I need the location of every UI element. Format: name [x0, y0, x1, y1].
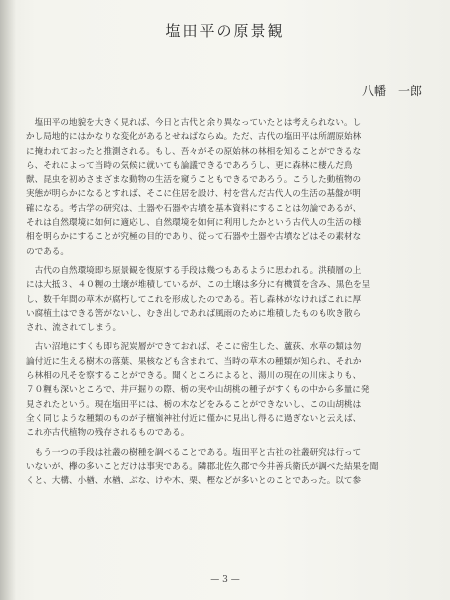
paragraph — [26, 116, 426, 259]
text-line: 確になる。考古学の研究は、土器や石器や古墳を基本資料にすることは勿論であるが、 — [26, 203, 362, 214]
text-line: 古い沼地にすくも即ち泥炭層ができておれば、そこに密生した、蘆荻、水草の類は勿 — [26, 342, 362, 353]
page-number: — 3 — — [210, 575, 240, 585]
text-line: 相を明らかにすることが究極の目的であり、従って石器や土器や古墳などはその素材な — [26, 232, 362, 243]
paragraph — [26, 264, 426, 335]
text-line: これ亦古代植物の残存されるものである。 — [26, 428, 190, 439]
text-line: 古代の自然環境即ち原景観を復原する手段は幾つもあるように思われる。洪積層の上 — [26, 265, 362, 276]
text-line: いないが、欅の多いことだけは事実である。隣郡北佐久郡で今井善兵衛氏が調べた結果を聞 — [26, 461, 379, 472]
text-line: 実態が明らかになるとすれば、そこに住居を設け、村を営んだ古代人の生活の基盤が明 — [26, 189, 361, 200]
page-gutter-shadow — [0, 0, 16, 600]
text-line: い腐植土はできる筈がないし、むき出しであれば風雨のために堆積したものも吹き散ら — [26, 308, 362, 319]
text-line: 全く同じような種類のものが子檀嶺神社付近に僅かに見出し得るに過ぎないと云えば、 — [26, 413, 362, 424]
text-line: され、流されてしまう。 — [26, 323, 122, 334]
text-line: くと、大構、小楢、水楢、ぶな、けや木、栗、樫などが多いとのことであった。以て参 — [26, 476, 362, 487]
text-line: 獣、昆虫を初めさまざまな動物の生活を窺うこともできるであろう。こうした動植物の — [26, 175, 362, 186]
text-line: し、数千年間の草木が腐朽してこれを形成したのである。若し森林がなければこれに厚 — [26, 294, 362, 305]
text-line: 塩田平の地貌を大きく見れば、今日と古代と余り異なっていたとは考えられない。し — [26, 118, 362, 128]
text-line: それは自然環境に如何に適応し、自然環境を如何に利用したかという古代人の生活の様 — [26, 218, 362, 229]
text-line: ７０糎も深いところで、井戸掘りの際、栃の実や山胡桃の種子がすくもの中から多量に発 — [26, 385, 370, 396]
text-line: もう一つの手段は社叢の樹種を調べることである。塩田平と古社の社叢研究は行って — [26, 447, 362, 458]
paragraph — [26, 340, 426, 440]
text-line: かし局地的にはかなりな変化があるとせねばならぬ。ただ、古代の塩田平は所謂原始林 — [26, 132, 362, 143]
text-line: 論付近に生える樹木の落葉、果核なども含まれて、当時の草木の種類が知られ、それか — [26, 356, 362, 367]
article-body — [26, 116, 426, 488]
text-line: のである。 — [26, 246, 69, 257]
text-line: 見されたという。現在塩田平には、栃の木などをみることができないし、この山胡桃は — [26, 399, 362, 410]
text-line: ら林相の凡そを察することができる。聞くところによると、湯川の現在の川床よりも、 — [26, 371, 362, 382]
article-title: 塩田平の原景観 — [165, 22, 285, 40]
author-name: 八幡 一郎 — [362, 84, 423, 98]
paragraph — [26, 446, 426, 489]
text-line: に掩われておったと推測される。もし、吾々がその原始林の林相を知ることができるな — [26, 146, 362, 157]
text-line: には大抵３、４０糎の土壌が堆積しているが、この土壌は多分に有機質を含み、黒色を呈 — [26, 280, 371, 291]
text-line: ら、それによって当時の気候に就いても論議できるであろうし、更に森林に棲んだ鳥 — [26, 160, 353, 171]
